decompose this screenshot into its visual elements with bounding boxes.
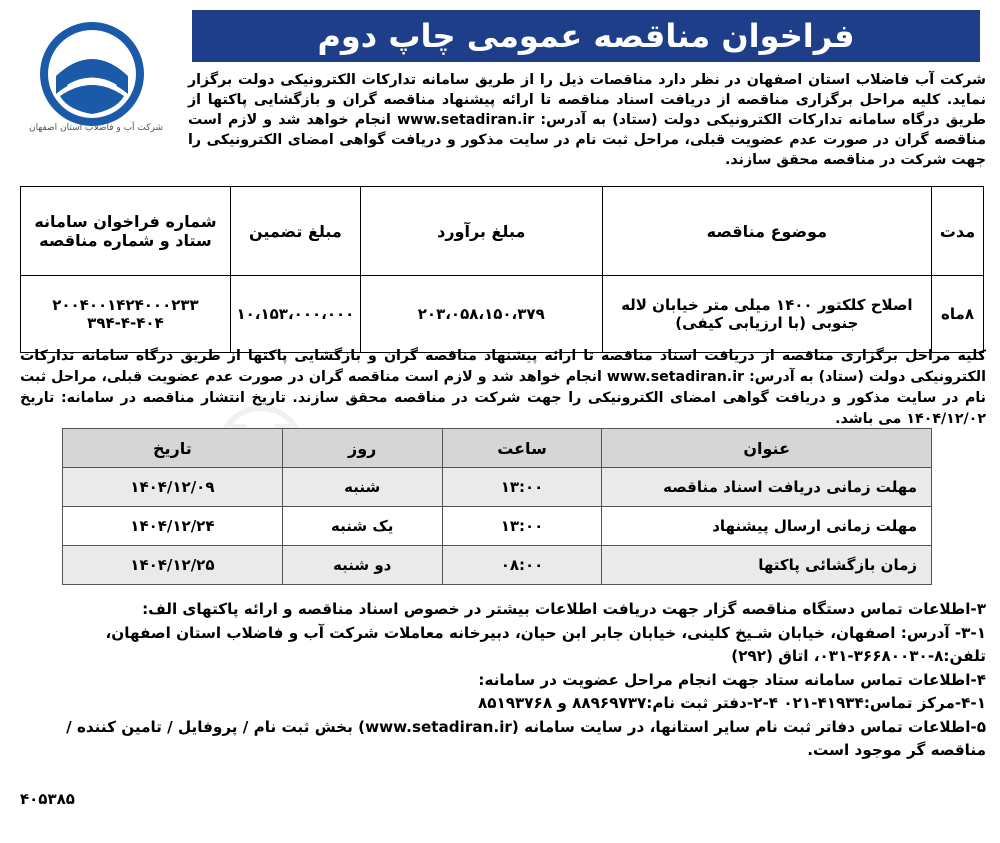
tender-table — [20, 186, 984, 353]
cell-duration: ۸ماه — [932, 276, 984, 353]
intro-text: در نظر دارد مناقصات ذیل را از طریق سامانه تدارکات الکترونیکی دولت برگزار نماید. کلیه مراحل برگزاری مناقصه از دریافت اسناد مناقصه تا ارائه پیشنهاد مناقصه گران و بازگشایی پاکتها از طریق درگاه سامانه تدارکات الکترونیکی دولت (ستاد) به آدرس: www.setadiran.ir انجام خواهد شد و لازم است مناقصه گران در صورت عدم عضویت قبلی، مراحل ثبت نام در سایت مذکور و دریافت گواهی امضای الکترونیکی را جهت شرکت در مناقصه محقق سازند. — [188, 72, 986, 168]
schedule-date: ۱۴۰۴/۱۲/۲۴ — [63, 507, 283, 546]
table-row — [63, 546, 932, 585]
schedule-day: دو شنبه — [282, 546, 442, 585]
logo-caption: شرکت آب و فاضلاب استان اصفهان — [28, 123, 164, 133]
schedule-day: شنبه — [282, 468, 442, 507]
cell-subject: اصلاح کلکتور ۱۴۰۰ میلی متر خیابان لاله جنوبی (با ارزیابی کیفی) — [602, 276, 931, 353]
schedule-time: ۰۸:۰۰ — [442, 546, 602, 585]
schedule-title: زمان بازگشائی پاکتها — [602, 546, 932, 585]
contact-line: ۴-اطلاعات تماس سامانه ستاد جهت انجام مراحل عضویت در سامانه: — [478, 670, 986, 689]
contact-section — [20, 598, 986, 763]
cell-number: ۲۰۰۴۰۰۱۴۲۴۰۰۰۲۳۳ ۳۹۴-۴-۴۰۴ — [21, 276, 231, 353]
schedule-title: مهلت زمانی ارسال پیشنهاد — [602, 507, 932, 546]
contact-line: ۵-اطلاعات تماس دفاتر ثبت نام سایر استانها، در سایت سامانه (www.setadiran.ir) بخش ثبت نام / پروفایل / تامین کننده / — [66, 717, 986, 736]
header-title: عنوان — [602, 429, 932, 468]
table-row — [21, 276, 984, 353]
header-number: شماره فراخوان سامانه ستاد و شماره مناقصه — [21, 187, 231, 276]
header-estimate: مبلغ برآورد — [360, 187, 602, 276]
schedule-time: ۱۳:۰۰ — [442, 507, 602, 546]
header-subject: موضوع مناقصه — [602, 187, 931, 276]
intro-paragraph — [188, 70, 986, 170]
contact-line: مناقصه گر موجود است. — [807, 741, 986, 759]
contact-line: ۳-۱- آدرس: اصفهان، خیابان شـیخ کلینی، خیابان جابر ابن حیان، دبیرخانه معاملات شرکت آب و فاضلاب استان اصفهان، — [105, 623, 986, 642]
schedule-date: ۱۴۰۴/۱۲/۰۹ — [63, 468, 283, 507]
header-duration: مدت — [932, 187, 984, 276]
procedure-paragraph: کلیه مراحل برگزاری مناقصه از دریافت اسناد مناقصه تا ارائه پیشنهاد مناقصه گران و بازگشایی پاکتها از طریق درگاه سامانه تدارکات الکترونیکی دولت (ستاد) به آدرس: www.setadiran.ir انجام خواهد شد و لازم است مناقصه گران در صورت عدم عضویت قبلی، مراحل ثبت نام در سایت مذکور و دریافت گواهی امضای الکترونیکی را جهت شرکت در مناقصه محقق سازند. تاریخ انتشار مناقصه در سامانه: تاریخ ۱۴۰۴/۱۲/۰۲ می باشد. — [20, 348, 986, 427]
page-title: فراخوان مناقصه عمومی چاپ دوم — [192, 10, 980, 62]
table-row — [63, 507, 932, 546]
cell-estimate: ۲۰۳،۰۵۸،۱۵۰،۳۷۹ — [360, 276, 602, 353]
cell-guarantee: ۱۰،۱۵۳،۰۰۰،۰۰۰ — [230, 276, 360, 353]
schedule-day: یک شنبه — [282, 507, 442, 546]
schedule-table — [62, 428, 932, 585]
header-time: ساعت — [442, 429, 602, 468]
header-guarantee: مبلغ تضمین — [230, 187, 360, 276]
schedule-date: ۱۴۰۴/۱۲/۲۵ — [63, 546, 283, 585]
contact-line: تلفن:۸-۳۶۶۸۰۰۳۰-۰۳۱، اتاق (۲۹۲) — [731, 647, 986, 665]
table-row — [63, 468, 932, 507]
schedule-header — [63, 429, 932, 468]
schedule-title: مهلت زمانی دریافت اسناد مناقصه — [602, 468, 932, 507]
schedule-time: ۱۳:۰۰ — [442, 468, 602, 507]
contact-line: ۴-۱-مرکز تماس:۴۱۹۳۴-۰۲۱ ۴-۲-دفتر ثبت نام:۸۸۹۶۹۷۳۷ و ۸۵۱۹۳۷۶۸ — [477, 694, 986, 712]
contact-line: ۳-اطلاعات تماس دستگاه مناقصه گزار جهت دریافت اطلاعات بیشتر در خصوص اسناد مناقصه و ارائه پاکتهای الف: — [142, 600, 986, 618]
tender-table-header — [21, 187, 984, 276]
notice-code: ۴۰۵۳۸۵ — [20, 790, 75, 808]
company-name: شرکت آب فاضلاب استان اصفهان — [746, 72, 986, 88]
header-day: روز — [282, 429, 442, 468]
header-date: تاریخ — [63, 429, 283, 468]
